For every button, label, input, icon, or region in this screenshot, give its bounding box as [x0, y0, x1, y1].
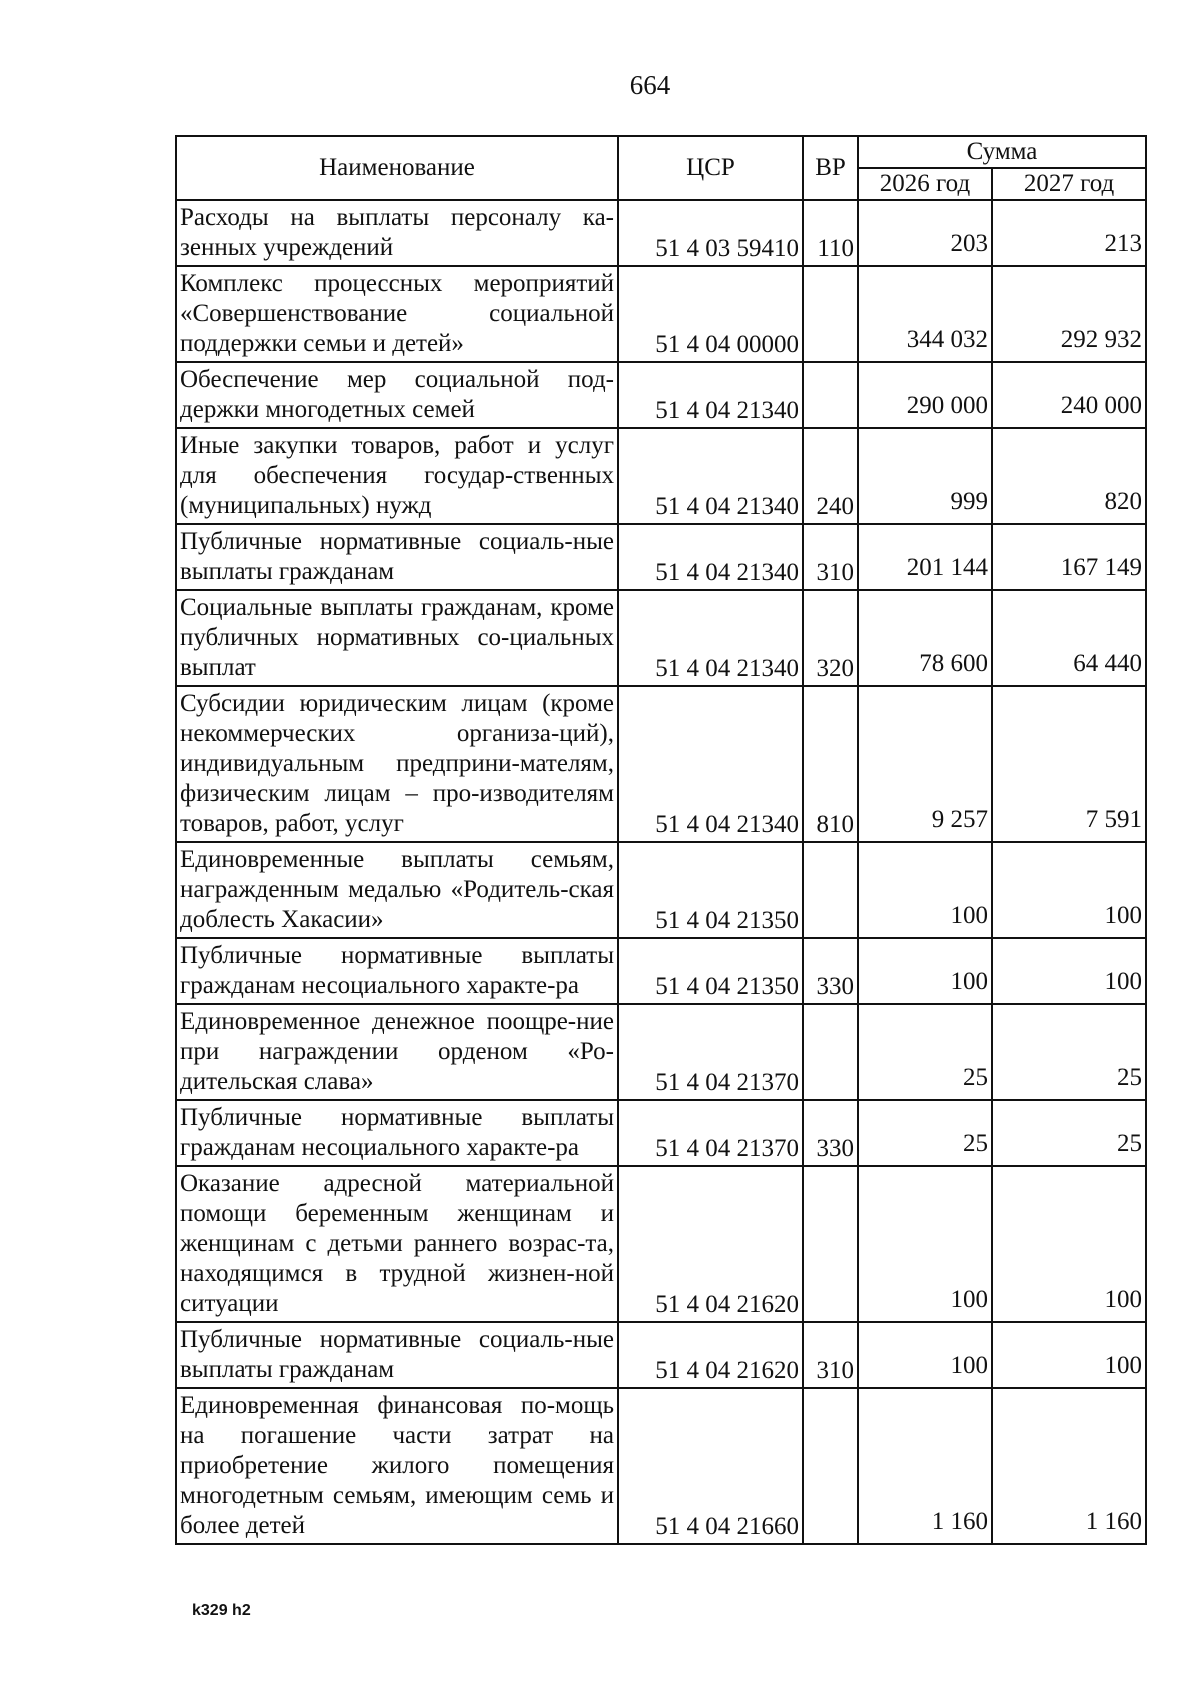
table-row [176, 1322, 1146, 1388]
row-csr-cell: 51 4 04 21660 [618, 1388, 803, 1544]
row-csr-cell: 51 4 04 21370 [618, 1100, 803, 1166]
row-vr-cell: 810 [803, 686, 858, 842]
table-row [176, 590, 1146, 686]
table-row [176, 200, 1146, 266]
row-vr-cell [803, 1166, 858, 1322]
row-amount-2026-cell: 9 257 [858, 686, 992, 842]
row-name-cell: Субсидии юридическим лицам (кроме некоммерческих организа-ций), индивидуальным предприни-мателям, физическим лицам – про-изводителям товаров, работ, услуг [176, 686, 618, 842]
budget-table [175, 135, 1147, 1545]
row-amount-2026-cell: 100 [858, 1322, 992, 1388]
header-year-2026: 2026 год [858, 168, 992, 200]
row-name-cell: Социальные выплаты гражданам, кроме публичных нормативных со-циальных выплат [176, 590, 618, 686]
table-row [176, 1166, 1146, 1322]
row-amount-2027-cell: 25 [992, 1004, 1146, 1100]
header-name: Наименование [176, 136, 618, 200]
row-amount-2026-cell: 1 160 [858, 1388, 992, 1544]
row-csr-cell: 51 4 04 21340 [618, 428, 803, 524]
table-row [176, 686, 1146, 842]
row-vr-cell: 110 [803, 200, 858, 266]
row-amount-2027-cell: 1 160 [992, 1388, 1146, 1544]
row-amount-2027-cell: 240 000 [992, 362, 1146, 428]
row-vr-cell: 330 [803, 938, 858, 1004]
row-amount-2027-cell: 100 [992, 938, 1146, 1004]
table-row [176, 1388, 1146, 1544]
table-header [176, 136, 1146, 200]
row-csr-cell: 51 4 04 21620 [618, 1166, 803, 1322]
row-vr-cell: 310 [803, 1322, 858, 1388]
row-name-cell: Расходы на выплаты персоналу ка-зенных учреждений [176, 200, 618, 266]
header-sum: Сумма [858, 136, 1146, 168]
row-name-cell: Иные закупки товаров, работ и услуг для обеспечения государ-ственных (муниципальных) нужд [176, 428, 618, 524]
table-row [176, 428, 1146, 524]
row-vr-cell [803, 1004, 858, 1100]
row-csr-cell: 51 4 04 21340 [618, 362, 803, 428]
row-name-cell: Публичные нормативные выплаты гражданам несоциального характе-ра [176, 1100, 618, 1166]
row-amount-2026-cell: 290 000 [858, 362, 992, 428]
row-amount-2026-cell: 100 [858, 1166, 992, 1322]
table-row [176, 266, 1146, 362]
table-row [176, 938, 1146, 1004]
row-amount-2026-cell: 25 [858, 1100, 992, 1166]
row-amount-2027-cell: 167 149 [992, 524, 1146, 590]
row-name-cell: Единовременные выплаты семьям, награжденным медалью «Родитель-ская доблесть Хакасии» [176, 842, 618, 938]
row-amount-2026-cell: 203 [858, 200, 992, 266]
row-name-cell: Публичные нормативные выплаты гражданам несоциального характе-ра [176, 938, 618, 1004]
row-csr-cell: 51 4 04 21340 [618, 590, 803, 686]
row-amount-2026-cell: 344 032 [858, 266, 992, 362]
table-row [176, 1100, 1146, 1166]
row-name-cell: Комплекс процессных мероприятий «Совершенствование социальной поддержки семьи и детей» [176, 266, 618, 362]
row-vr-cell: 310 [803, 524, 858, 590]
row-vr-cell [803, 842, 858, 938]
table-row [176, 362, 1146, 428]
row-name-cell: Единовременное денежное поощре-ние при награждении орденом «Ро-дительская слава» [176, 1004, 618, 1100]
page-number: 664 [629, 70, 671, 100]
row-amount-2026-cell: 100 [858, 842, 992, 938]
row-vr-cell [803, 362, 858, 428]
table-row [176, 842, 1146, 938]
row-vr-cell: 320 [803, 590, 858, 686]
row-vr-cell: 330 [803, 1100, 858, 1166]
row-amount-2026-cell: 201 144 [858, 524, 992, 590]
table-body [176, 200, 1146, 1544]
row-name-cell: Обеспечение мер социальной под-держки многодетных семей [176, 362, 618, 428]
table-row [176, 1004, 1146, 1100]
row-amount-2027-cell: 100 [992, 1322, 1146, 1388]
row-csr-cell: 51 4 04 21340 [618, 686, 803, 842]
row-amount-2027-cell: 820 [992, 428, 1146, 524]
row-amount-2026-cell: 999 [858, 428, 992, 524]
row-amount-2026-cell: 100 [858, 938, 992, 1004]
header-vr: ВР [803, 136, 858, 200]
row-amount-2027-cell: 213 [992, 200, 1146, 266]
row-amount-2027-cell: 64 440 [992, 590, 1146, 686]
row-vr-cell [803, 1388, 858, 1544]
header-year-2027: 2027 год [992, 168, 1146, 200]
row-amount-2026-cell: 78 600 [858, 590, 992, 686]
row-csr-cell: 51 4 04 21340 [618, 524, 803, 590]
row-name-cell: Оказание адресной материальной помощи беременным женщинам и женщинам с детьми раннего возрас-та, находящимся в трудной жизнен-ной ситуации [176, 1166, 618, 1322]
header-csr: ЦСР [618, 136, 803, 200]
row-csr-cell: 51 4 04 21350 [618, 842, 803, 938]
row-amount-2027-cell: 100 [992, 1166, 1146, 1322]
row-csr-cell: 51 4 04 21370 [618, 1004, 803, 1100]
row-csr-cell: 51 4 04 21620 [618, 1322, 803, 1388]
row-amount-2027-cell: 100 [992, 842, 1146, 938]
row-vr-cell [803, 266, 858, 362]
row-amount-2027-cell: 292 932 [992, 266, 1146, 362]
row-name-cell: Единовременная финансовая по-мощь на погашение части затрат на приобретение жилого помещения многодетным семьям, имеющим семь и более детей [176, 1388, 618, 1544]
row-csr-cell: 51 4 03 59410 [618, 200, 803, 266]
row-vr-cell: 240 [803, 428, 858, 524]
row-amount-2026-cell: 25 [858, 1004, 992, 1100]
row-amount-2027-cell: 25 [992, 1100, 1146, 1166]
row-name-cell: Публичные нормативные социаль-ные выплаты гражданам [176, 1322, 618, 1388]
row-csr-cell: 51 4 04 00000 [618, 266, 803, 362]
footer-code: k329 h2 [192, 1602, 251, 1619]
row-amount-2027-cell: 7 591 [992, 686, 1146, 842]
row-name-cell: Публичные нормативные социаль-ные выплаты гражданам [176, 524, 618, 590]
table-row [176, 524, 1146, 590]
row-csr-cell: 51 4 04 21350 [618, 938, 803, 1004]
